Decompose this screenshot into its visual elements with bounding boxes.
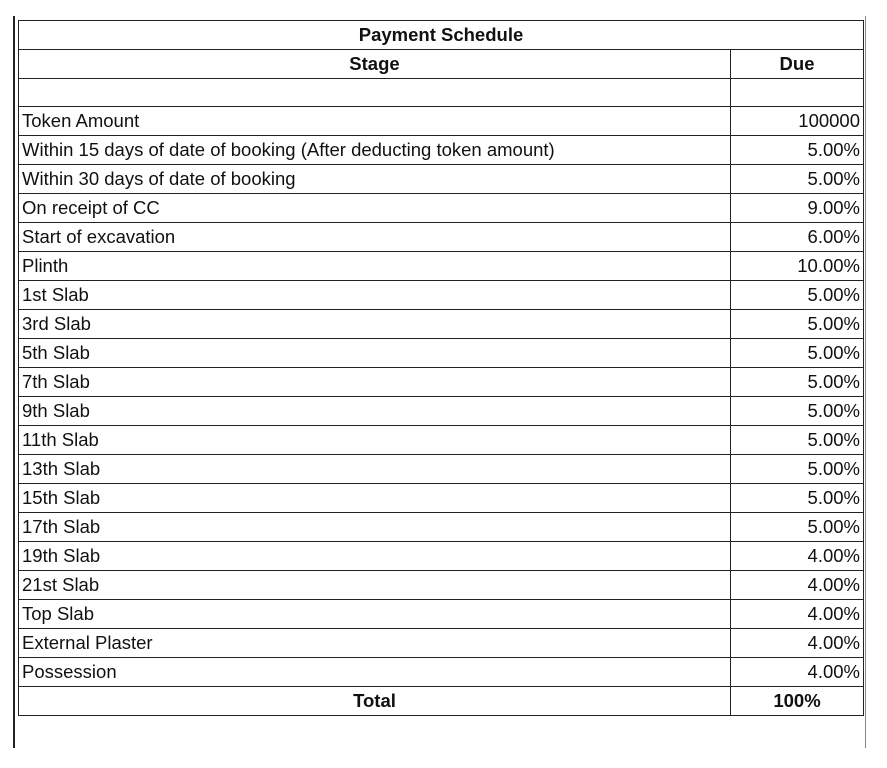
header-row	[19, 50, 864, 79]
stage-cell: 7th Slab	[19, 368, 731, 397]
due-cell: 4.00%	[731, 600, 864, 629]
table-row	[19, 339, 864, 368]
table-title: Payment Schedule	[19, 21, 864, 50]
blank-due-cell	[731, 79, 864, 107]
stage-cell: On receipt of CC	[19, 194, 731, 223]
stage-cell: Plinth	[19, 252, 731, 281]
table-row	[19, 136, 864, 165]
due-cell: 10.00%	[731, 252, 864, 281]
table-row	[19, 368, 864, 397]
table-row	[19, 542, 864, 571]
payment-schedule-table	[18, 20, 864, 716]
stage-cell: 9th Slab	[19, 397, 731, 426]
due-cell: 4.00%	[731, 629, 864, 658]
stage-cell: 13th Slab	[19, 455, 731, 484]
stage-cell: 5th Slab	[19, 339, 731, 368]
due-cell: 4.00%	[731, 658, 864, 687]
table-row	[19, 455, 864, 484]
table-row	[19, 397, 864, 426]
table-row	[19, 571, 864, 600]
stage-cell: Possession	[19, 658, 731, 687]
stage-cell: 19th Slab	[19, 542, 731, 571]
due-cell: 6.00%	[731, 223, 864, 252]
stage-cell: Within 30 days of date of booking	[19, 165, 731, 194]
table-row	[19, 194, 864, 223]
table-row	[19, 165, 864, 194]
table-row	[19, 513, 864, 542]
stage-cell: Within 15 days of date of booking (After deducting token amount)	[19, 136, 731, 165]
due-cell: 4.00%	[731, 542, 864, 571]
stage-cell: 17th Slab	[19, 513, 731, 542]
stage-cell: Start of excavation	[19, 223, 731, 252]
total-row	[19, 687, 864, 716]
due-cell: 5.00%	[731, 136, 864, 165]
total-value: 100%	[731, 687, 864, 716]
due-cell: 5.00%	[731, 397, 864, 426]
stage-cell: 15th Slab	[19, 484, 731, 513]
stage-cell: 21st Slab	[19, 571, 731, 600]
table-row	[19, 484, 864, 513]
table-row	[19, 658, 864, 687]
due-cell: 5.00%	[731, 513, 864, 542]
table-row	[19, 281, 864, 310]
due-cell: 5.00%	[731, 165, 864, 194]
stage-cell: External Plaster	[19, 629, 731, 658]
table-row	[19, 310, 864, 339]
due-cell: 5.00%	[731, 484, 864, 513]
table-row	[19, 223, 864, 252]
due-column-header: Due	[731, 50, 864, 79]
due-cell: 5.00%	[731, 281, 864, 310]
stage-cell: Token Amount	[19, 107, 731, 136]
table-row	[19, 600, 864, 629]
stage-cell: Top Slab	[19, 600, 731, 629]
table-row	[19, 426, 864, 455]
title-row	[19, 21, 864, 50]
blank-row	[19, 79, 864, 107]
due-cell: 5.00%	[731, 310, 864, 339]
due-cell: 4.00%	[731, 571, 864, 600]
due-cell: 5.00%	[731, 368, 864, 397]
due-cell: 5.00%	[731, 455, 864, 484]
due-cell: 5.00%	[731, 426, 864, 455]
stage-cell: 11th Slab	[19, 426, 731, 455]
stage-cell: 3rd Slab	[19, 310, 731, 339]
due-cell: 5.00%	[731, 339, 864, 368]
table-row	[19, 252, 864, 281]
table-row	[19, 107, 864, 136]
due-cell: 9.00%	[731, 194, 864, 223]
due-cell: 100000	[731, 107, 864, 136]
blank-stage-cell	[19, 79, 731, 107]
stage-cell: 1st Slab	[19, 281, 731, 310]
table-row	[19, 629, 864, 658]
stage-column-header: Stage	[19, 50, 731, 79]
total-label: Total	[19, 687, 731, 716]
